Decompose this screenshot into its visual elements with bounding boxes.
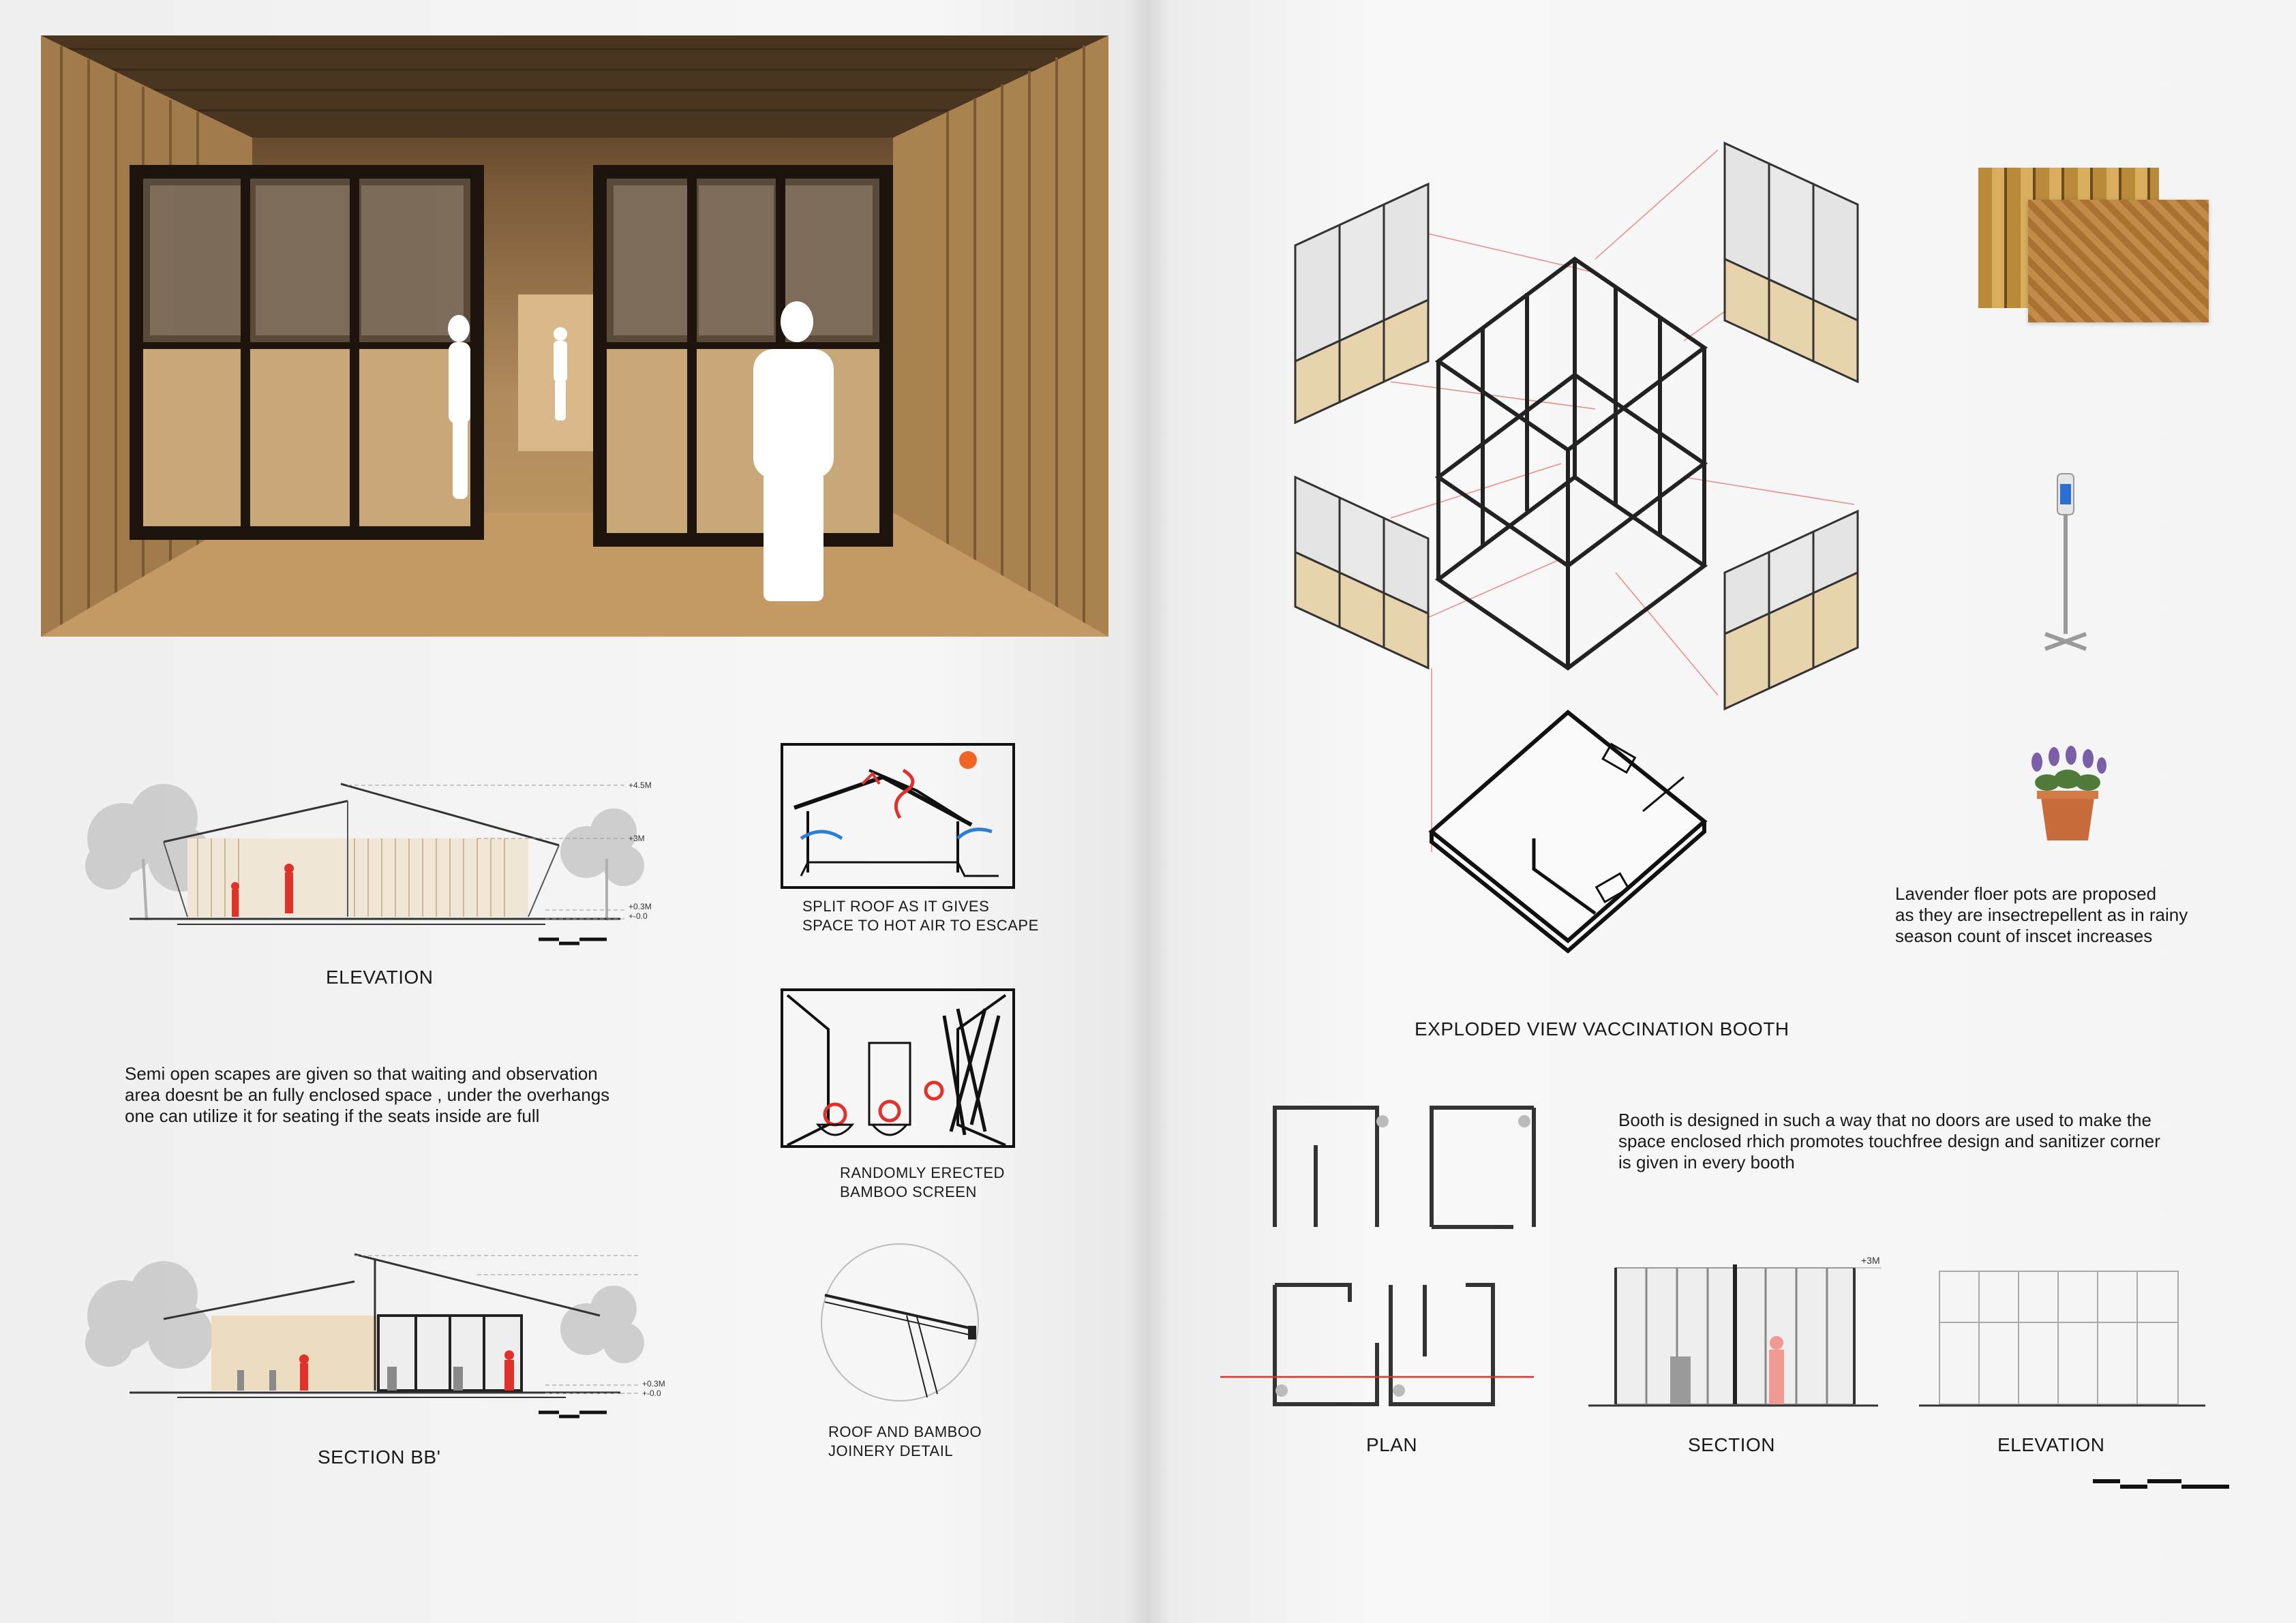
- woven-bamboo-swatch: [2028, 200, 2209, 322]
- scale-bar: [2093, 1476, 2243, 1496]
- elevation-title: ELEVATION: [326, 967, 434, 988]
- sanitizer-stand-icon: [2038, 470, 2093, 661]
- split-roof-sketch: [781, 743, 1019, 893]
- exploded-view-drawing: [1275, 136, 1888, 988]
- booth-section-title: SECTION: [1688, 1434, 1775, 1455]
- elev-level-3: +0.3M: [629, 902, 652, 911]
- booth-note: Booth is designed in such a way that no doors are used to make the space enclosed rhich promotes touchfree design and sanitizer corner is given in every booth: [1618, 1110, 2160, 1172]
- joinery-caption: ROOF AND BAMBOO JOINERY DETAIL: [828, 1423, 982, 1459]
- section-bb-title: SECTION BB': [318, 1446, 441, 1468]
- render-illustration: [41, 35, 1108, 637]
- plan-drawing: [1213, 1104, 1527, 1397]
- elev-level-1: +4.5M: [629, 780, 652, 790]
- booth-elevation-title: ELEVATION: [1997, 1434, 2105, 1455]
- section-level-1: +0.3M: [642, 1379, 665, 1389]
- booth-section-level: +3M: [1861, 1255, 1880, 1266]
- joinery-detail-drawing: [818, 1241, 982, 1404]
- bamboo-screen-sketch: [781, 988, 1019, 1152]
- split-roof-caption: SPLIT ROOF AS IT GIVES SPACE TO HOT AIR TO ESCAPE: [802, 898, 1039, 934]
- elev-level-2: +3M: [629, 834, 645, 843]
- semi-open-description: Semi open scapes are given so that waiting and observation area doesnt be an fully enclosed space , under the overhangs one can utilize it for seating if the seats inside are full: [125, 1063, 610, 1126]
- section-level-2: +-0.0: [642, 1389, 661, 1398]
- elev-level-4: +-0.0: [629, 911, 648, 921]
- plan-title: PLAN: [1366, 1434, 1418, 1455]
- booth-elevation-drawing: [1912, 1254, 2212, 1411]
- booth-section-drawing: [1568, 1254, 1882, 1411]
- interior-render: [41, 35, 1108, 637]
- lavender-note: Lavender floer pots are proposed as they are insectrepellent as in rainy season count of inscet increases: [1895, 883, 2188, 946]
- bamboo-screen-caption: RANDOMLY ERECTED BAMBOO SCREEN: [840, 1164, 1005, 1200]
- exploded-view-title: EXPLODED VIEW VACCINATION BOOTH: [1415, 1018, 1789, 1040]
- section-bb-drawing: [68, 1241, 682, 1418]
- elevation-drawing: [68, 763, 682, 954]
- lavender-pot-icon: [2016, 748, 2119, 844]
